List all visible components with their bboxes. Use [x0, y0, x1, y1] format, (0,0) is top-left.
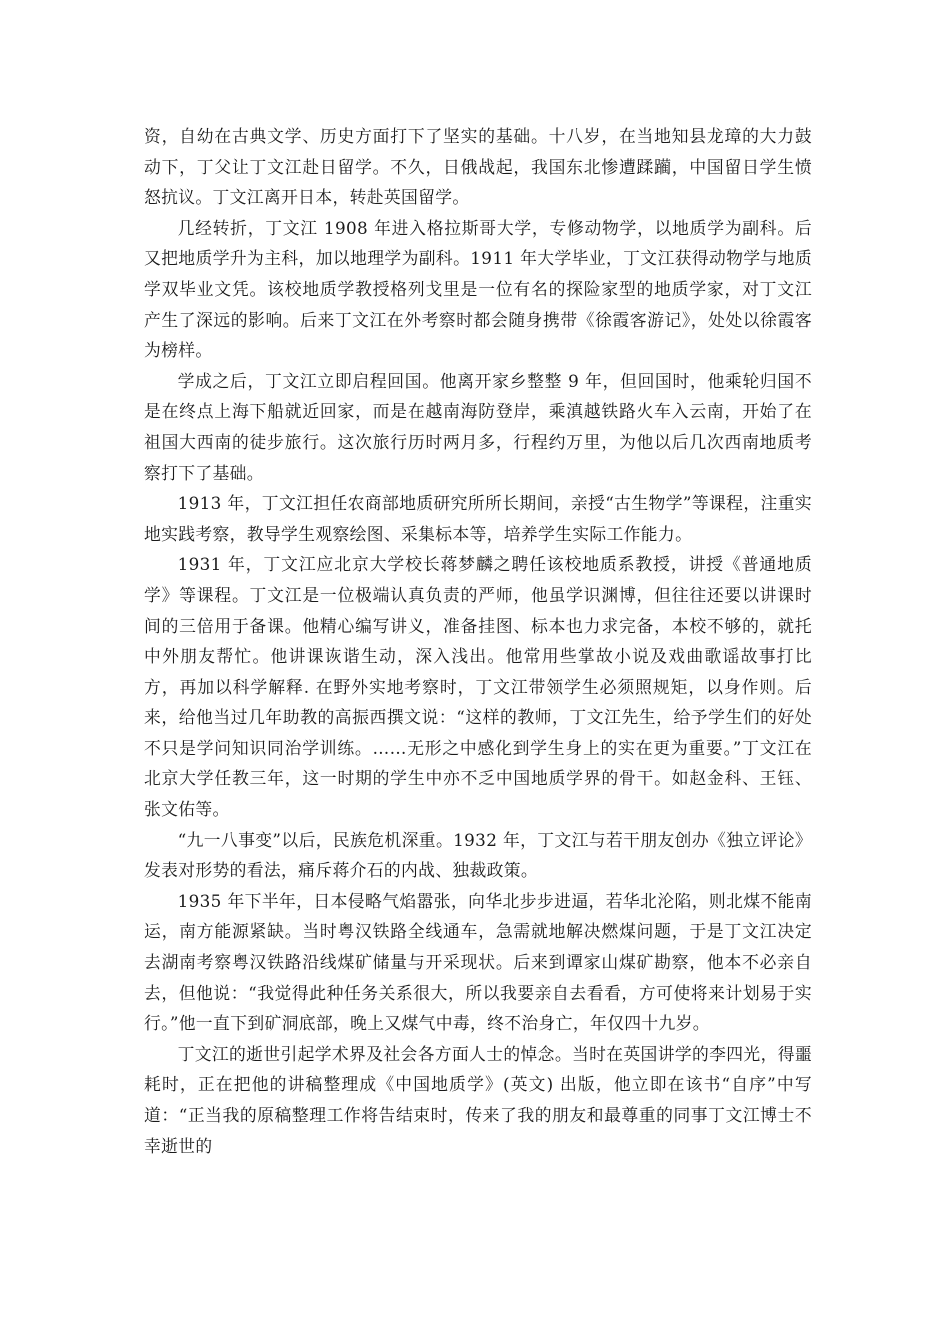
- article-body: [144, 121, 812, 1161]
- paragraph-1935: 1935 年下半年，日本侵略气焰嚣张，向华北步步进逼，若华北沦陷，则北煤不能南运，南方能源紧缺。当时粤汉铁路全线通车，急需就地解决燃煤问题，于是丁文江决定去湖南考察粤汉铁路沿线煤矿储量与开采现状。后来到谭家山煤矿勘察，他本不必亲自去，但他说：“我觉得此种任务关系很大，所以我要亲自去看看，方可使将来计划易于实行。”他一直下到矿洞底部，晚上又煤气中毒，终不治身亡，年仅四十九岁。: [144, 890, 812, 1034]
- paragraph-1913: 1913 年，丁文江担任农商部地质研究所所长期间，亲授“古生物学”等课程，注重实地实践考察，教导学生观察绘图、采集标本等，培养学生实际工作能力。: [144, 493, 812, 544]
- paragraph-mourning: 丁文江的逝世引起学术界及社会各方面人士的悼念。当时在英国讲学的李四光，得噩耗时，正在把他的讲稿整理成《中国地质学》(英文) 出版，他立即在该书“自序”中写道：“正当我的原稿整理工作将告结束时，传来了我的朋友和最尊重的同事丁文江博士不幸逝世的: [144, 1043, 812, 1156]
- paragraph-continued: 资，自幼在古典文学、历史方面打下了坚实的基础。十八岁，在当地知县龙璋的大力鼓动下，丁父让丁文江赴日留学。不久，日俄战起，我国东北惨遭蹂躏，中国留日学生愤怒抗议。丁文江离开日本，转赴英国留学。: [144, 126, 812, 208]
- paragraph-918-incident: “九一八事变”以后，民族危机深重。1932 年，丁文江与若干朋友创办《独立评论》发表对形势的看法，痛斥蒋介石的内战、独裁政策。: [144, 829, 812, 881]
- paragraph-1931-peking-university: 1931 年，丁文江应北京大学校长蒋梦麟之聘任该校地质系教授，讲授《普通地质学》等课程。丁文江是一位极端认真负责的严师，他虽学识渊博，但往往还要以讲课时间的三倍用于备课。他精心编写讲义，准备挂图、标本也力求完备，本校不够的，就托中外朋友帮忙。他讲课诙谐生动，深入浅出。他常用些掌故小说及戏曲歌谣故事打比方，再加以科学解释. 在野外实地考察时，丁文江带领学生必须照规矩，以身作则。后来，给他当过几年助教的高振西撰文说：“这样的教师，丁文江先生，给予学生们的好处不只是学问知识同治学训练。……无形之中感化到学生身上的实在更为重要。”丁文江在北京大学任教三年，这一时期的学生中亦不乏中国地质学界的骨干。如赵金科、王钰、张文佑等。: [144, 554, 812, 820]
- paragraph-glasgow-university: 几经转折，丁文江 1908 年进入格拉斯哥大学，专修动物学，以地质学为副科。后又把地质学升为主科，加以地理学为副科。1911 年大学毕业，丁文江获得动物学与地质学双毕业文凭。该校地质学教授格列戈里是一位有名的探险家型的地质学家，对丁文江产生了深远的影响。后来丁文江在外考察时都会随身携带《徐霞客游记》，处处以徐霞客为榜样。: [144, 217, 812, 361]
- paragraph-return-home: 学成之后，丁文江立即启程回国。他离开家乡整整 9 年，但回国时，他乘轮归国不是在终点上海下船就近回家，而是在越南海防登岸，乘滇越铁路火车入云南，开始了在祖国大西南的徒步旅行。这次旅行历时两月多，行程约万里，为他以后几次西南地质考察打下了基础。: [144, 370, 812, 483]
